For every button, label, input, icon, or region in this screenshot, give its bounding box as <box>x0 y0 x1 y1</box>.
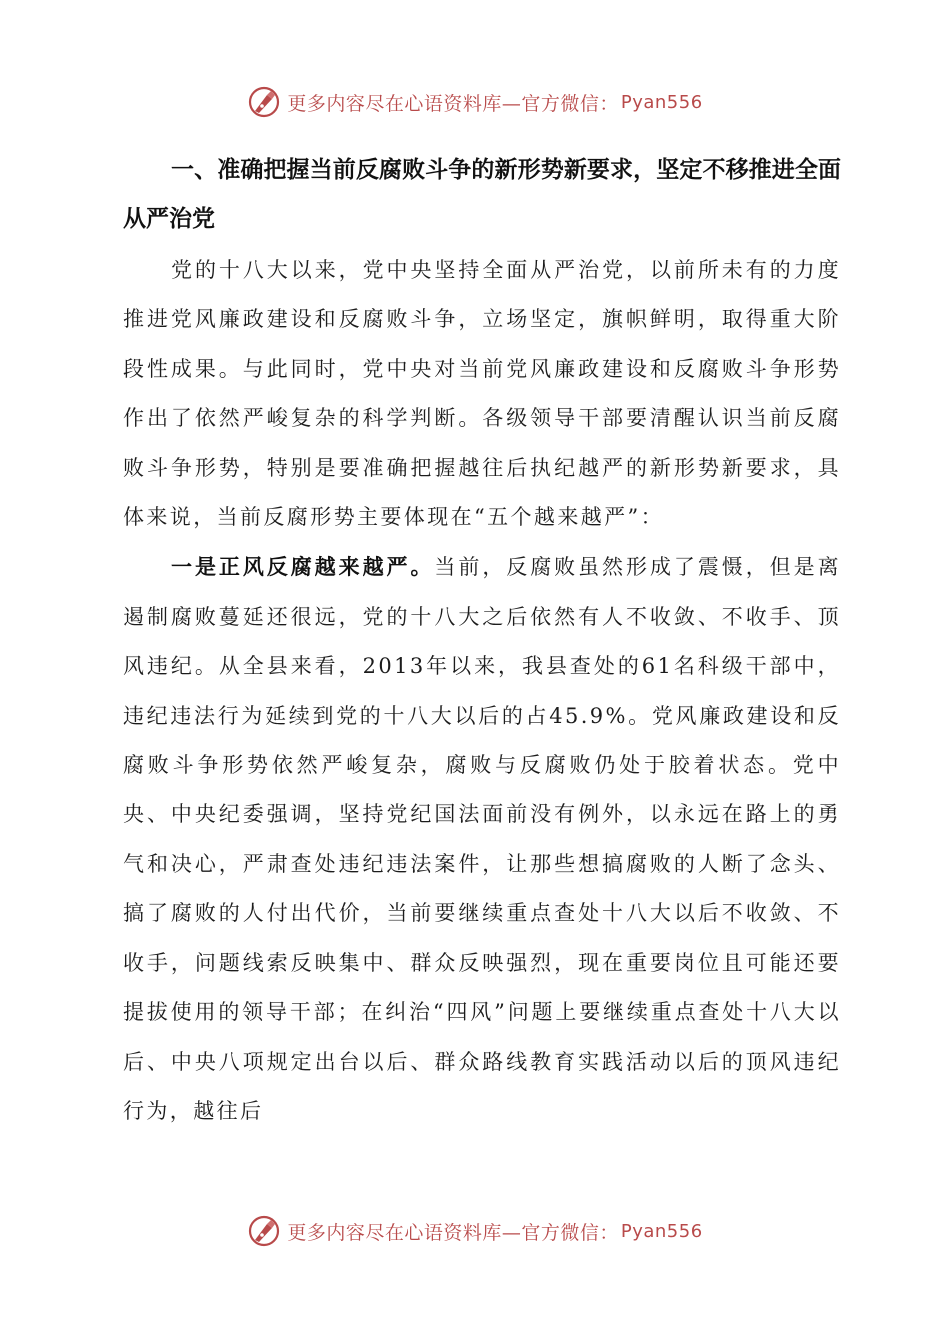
section-heading: 一、准确把握当前反腐败斗争的新形势新要求，坚定不移推进全面从严治党 <box>123 157 841 232</box>
paragraph-1: 党的十八大以来，党中央坚持全面从严治党，以前所未有的力度推进党风廉政建设和反腐败斗争，立场坚定，旗帜鲜明，取得重大阶段性成果。与此同时，党中央对当前党风廉政建设和反腐败斗争形势作出了依然严峻复杂的科学判断。各级领导干部要清醒认识当前反腐败斗争形势，特别是要准确把握越往后执纪越严的新形势新要求，具体来说，当前反腐形势主要体现在“五个越来越严”： <box>123 258 841 530</box>
watermark-bottom <box>0 1211 950 1251</box>
pen-nib-logo-icon <box>247 85 281 119</box>
paragraph-2-body: 当前，反腐败虽然形成了震慑，但是离遏制腐败蔓延还很远，党的十八大之后依然有人不收敛、不收手、顶风违纪。从全县来看，2013年以来，我县查处的61名科级干部中，违纪违法行为延续到党的十八大以后的占45.9%。党风廉政建设和反腐败斗争形势依然严峻复杂，腐败与反腐败仍处于胶着状态。党中央、中央纪委强调，坚持党纪国法面前没有例外，以永远在路上的勇气和决心，严肃查处违纪违法案件，让那些想搞腐败的人断了念头、搞了腐败的人付出代价，当前要继续重点查处十八大以后不收敛、不收手，问题线索反映集中、群众反映强烈，现在重要岗位且可能还要提拔使用的领导干部；在纠治“四风”问题上要继续重点查处十八大以后、中央八项规定出台以后、群众路线教育实践活动以后的顶风违纪行为，越往后 <box>123 555 841 1123</box>
paragraph-2 <box>123 542 841 1136</box>
paragraph-2-lead: 一是正风反腐越来越严。 <box>171 554 435 580</box>
watermark-wechat-id: Pyan556 <box>620 91 703 113</box>
watermark-text: 更多内容尽在心语资料库—官方微信： <box>287 92 619 115</box>
document-body <box>123 146 841 1136</box>
watermark-text: 更多内容尽在心语资料库—官方微信： <box>287 1221 619 1244</box>
watermark-top <box>0 82 950 122</box>
watermark-wechat-id: Pyan556 <box>620 1220 703 1242</box>
pen-nib-logo-icon <box>247 1214 281 1248</box>
